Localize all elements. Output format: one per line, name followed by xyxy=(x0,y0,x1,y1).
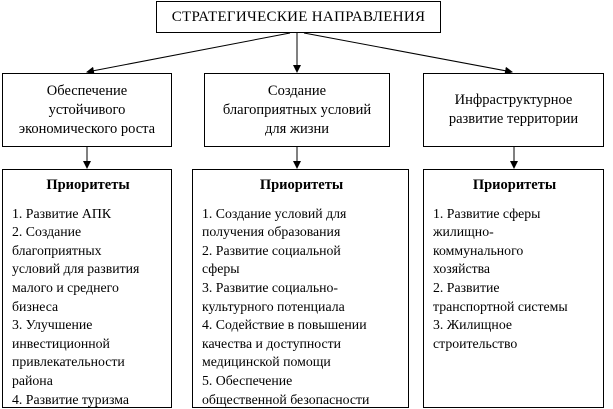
direction-living-conditions xyxy=(204,73,390,147)
priority-item: 4. Развитие туризма xyxy=(12,391,129,407)
priorities-heading: Приоритеты xyxy=(46,177,130,193)
arrow-title-to-left xyxy=(87,33,290,72)
strategic-directions-title xyxy=(156,1,441,33)
priority-item: 3. Жилищное строительство xyxy=(433,317,518,351)
priority-item: 3. Развитие социально- культурного потенциала xyxy=(202,279,345,314)
priority-item: 1. Развитие сферы жилищно- коммунального хозяйства xyxy=(433,205,541,277)
direction-label: Создание благоприятных условий для жизни xyxy=(222,82,372,137)
priority-item: 3. Улучшение инвестиционной привлекательности района xyxy=(12,317,125,388)
priority-item: 2. Развитие социальной сферы xyxy=(202,242,341,277)
priorities-infrastructure xyxy=(423,169,604,408)
priority-item: 5. Обеспечение общественной безопасности xyxy=(202,372,370,407)
direction-economic-growth xyxy=(2,73,172,147)
priorities-heading: Приоритеты xyxy=(259,177,344,193)
arrow-title-to-right xyxy=(304,33,512,72)
priorities-list xyxy=(202,205,401,409)
direction-label: Инфраструктурное развитие территории xyxy=(448,92,579,127)
direction-label: Обеспечение устойчивого экономического роста xyxy=(18,82,156,137)
priority-item: 1. Создание условий для получения образования xyxy=(202,205,347,240)
title-text: СТРАТЕГИЧЕСКИЕ НАПРАВЛЕНИЯ xyxy=(171,8,426,25)
priorities-living-conditions xyxy=(192,169,409,408)
priorities-economic-growth xyxy=(2,169,172,408)
priority-item: 2. Создание благоприятных условий для развития малого и среднего бизнеса xyxy=(12,224,140,314)
priorities-heading: Приоритеты xyxy=(472,177,557,193)
priorities-list xyxy=(433,205,596,354)
priority-item: 1. Развитие АПК xyxy=(12,205,112,221)
priorities-list xyxy=(12,205,164,409)
priority-item: 2. Развитие транспортной системы xyxy=(433,279,568,314)
direction-infrastructure xyxy=(423,73,604,147)
priority-item: 4. Содействие в повышении качества и доступности медицинской помощи xyxy=(202,317,367,370)
